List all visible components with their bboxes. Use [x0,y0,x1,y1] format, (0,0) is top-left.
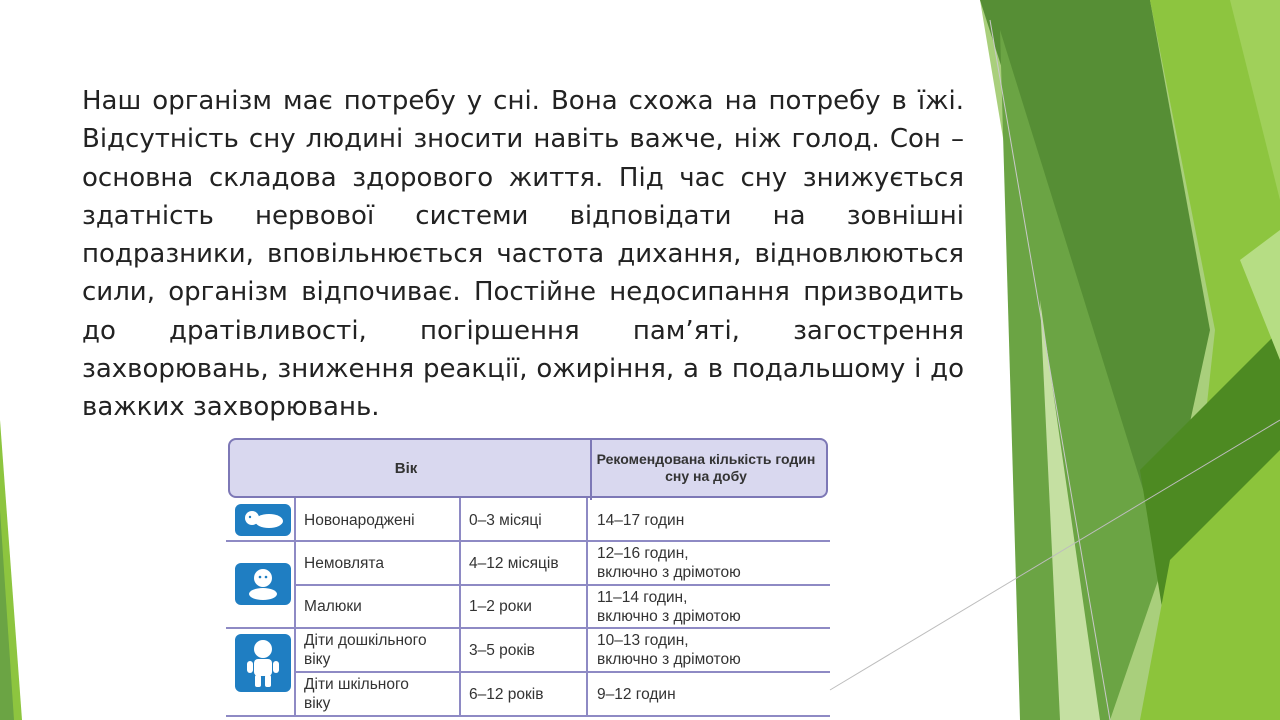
sleep-hours-table [226,438,830,720]
cell-hours: 14–17 годин [597,511,685,529]
cell-age: 0–3 місяці [469,511,542,529]
cell-group: Новонароджені [304,511,415,529]
cell-age: 1–2 роки [469,598,532,615]
baby-sleeping-icon [235,504,291,536]
cell-hours: 9–12 годин [597,685,676,703]
cell-group: Малюки [304,598,362,615]
row-divider [226,715,830,717]
cell-age: 6–12 років [469,685,544,703]
cell-group: Немовлята [304,554,384,572]
cell-age: 3–5 років [469,641,535,659]
cell-hours: 11–14 годин, включно з дрімотою [597,588,741,625]
body-paragraph: Наш організм має потребу у сні. Вона схожа на потребу в їжі. Відсутність сну людині зносити навіть важче, ніж голод. Сон – основна складова здорового життя. Під час сну знижується здатність нервової системи відповідати на зовнішні подразники, вповільнюється частота дихання, відновлюються сили, організм відпочиває. Постійне недосипання призводить до дратівливості, погіршення пам’яті, загострення захворювань, зниження реакції, ожиріння, а в подальшому і до важких захворювань. [82,86,964,423]
infant-crawling-icon [235,563,291,605]
cell-age: 4–12 місяців [469,554,559,572]
header-age: Вік [394,459,418,477]
column-divider [294,498,296,717]
header-recommended-hours: Рекомендована кількість годин сну на добу [596,451,816,484]
cell-hours: 10–13 годин, включно з дрімотою [597,632,741,668]
column-divider [459,498,461,717]
column-divider [586,498,588,717]
cell-group: Діти дошкільного віку [304,632,427,668]
cell-hours: 12–16 годин, включно з дрімотою [597,545,741,581]
cell-group: Діти шкільного віку [304,676,409,712]
child-standing-icon [235,634,291,692]
